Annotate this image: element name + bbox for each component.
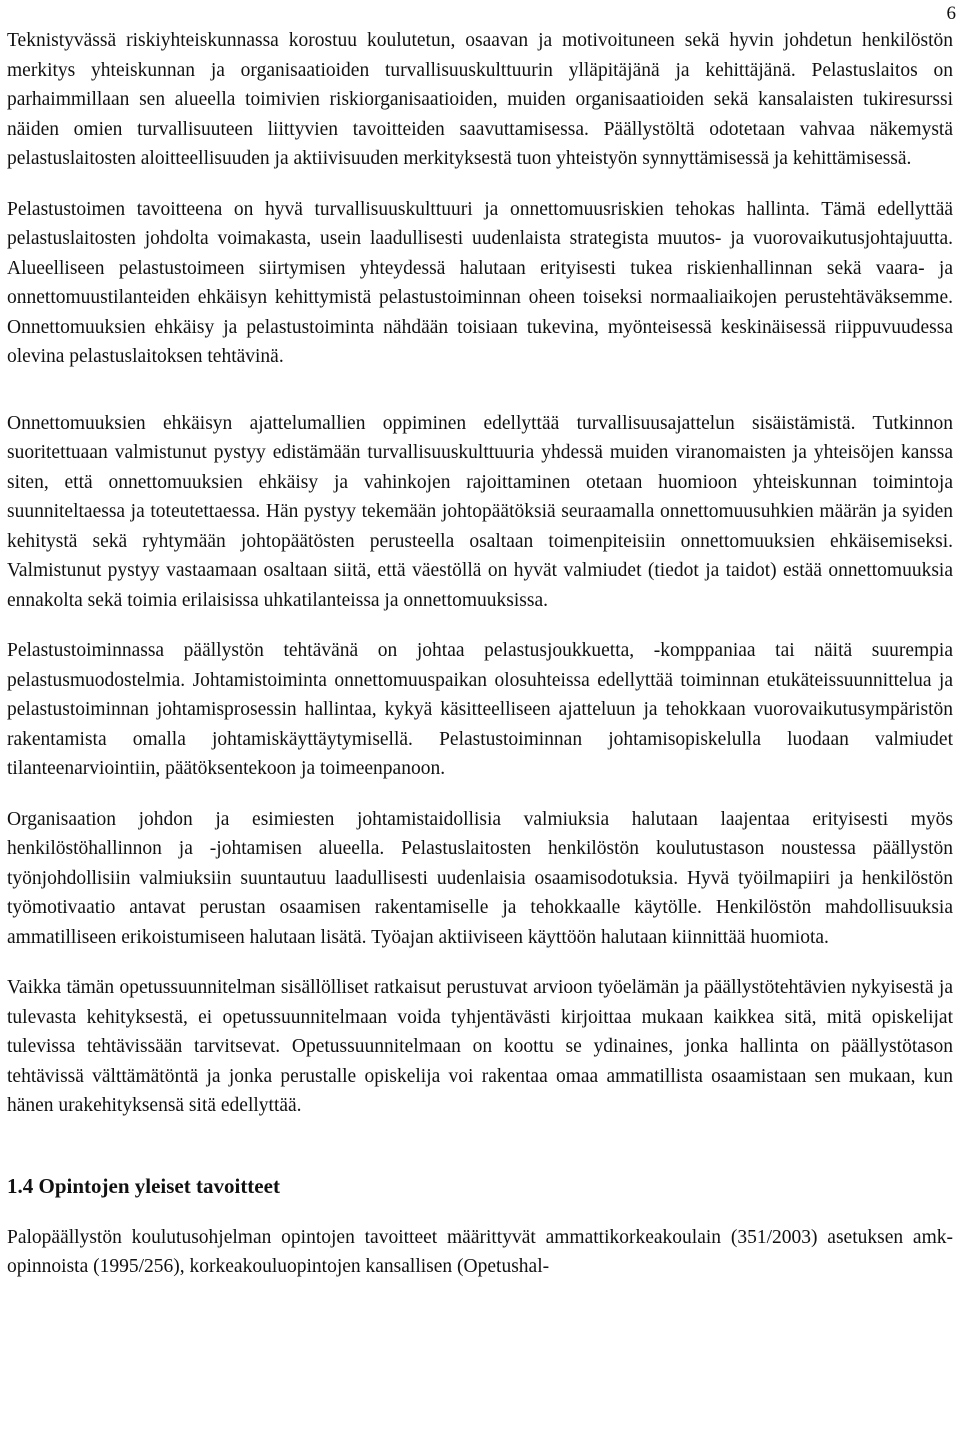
paragraph-3: Onnettomuuksien ehkäisyn ajattelumallien oppiminen edellyttää turvallisuusajattelun sisäistämistä. Tutkinnon suoritettuaan valmistunut pystyy edistämään turvallisuuskulttuuria yhdessä muiden viranomaisten ja yhteisöjen kanssa siten, että onnettomuuksien ehkäisy ja vahinkojen rajoittaminen otetaan huomioon yhteiskunnan toimintoja suunniteltaessa ja toteutettaessa. Hän pystyy tekemään johtopäätöksiä seuraamalla onnettomuusuhkien määrän ja syiden kehitystä sekä ryhtymään johtopäätösten perusteella osaltaan toimenpiteisiin onnettomuuksien ehkäisemiseksi. Valmistunut pystyy vastaamaan osaltaan siitä, että väestöllä on hyvät valmiudet (tiedot ja taidot) estää onnettomuuksia ennakolta sekä toimia erilaisissa uhkatilanteissa ja onnettomuuksissa. [7, 412, 953, 611]
paragraph-6: Vaikka tämän opetussuunnitelman sisällölliset ratkaisut perustuvat arvioon työelämän ja päällystötehtävien nykyisestä ja tulevasta kehityksestä, ei opetussuunnitelmaan voida tyhjentävästi kirjoittaa mukaan kaikkea sitä, mitä opiskelijat tulevissa tehtävissään tarvitsevat. Opetussuunnitelmaan on koottu se ydinaines, jonka hallinta on päällystötason tehtävissä välttämätöntä ja jonka perustalle opiskelija voi rakentaa omaa ammatillista osaamistaan sen mukaan, kun hänen urakehityksensä sitä edellyttää. [7, 977, 953, 1116]
paragraph-1: Teknistyvässä riskiyhteiskunnassa korostuu koulutetun, osaavan ja motivoituneen sekä hyvin johdetun henkilöstön merkitys yhteiskunnan ja organisaatioiden turvallisuuskulttuurin ylläpitäjänä ja kehittäjänä. Pelastuslaitos on parhaimmillaan sen alueella toimivien riskiorganisaatioiden, muiden organisaatioiden sekä kansalaisten tukiresurssi näiden omien turvallisuuteen liittyvien tavoitteiden saavuttamisessa. Päällystöltä odotetaan vahvaa näkemystä pelastuslaitosten aloitteellisuuden ja aktiivisuuden merkityksestä tuon yhteistyön synnyttämisessä ja kehittämisessä. [7, 30, 953, 169]
paragraph-final: Palopäällystön koulutusohjelman opintojen tavoitteet määrittyvät ammattikorkeakoulain (351/2003) asetuksen amk-opinnoista (1995/256), korkeakouluopintojen kansallisen (Opetushal- [7, 1226, 953, 1277]
paragraph-4: Pelastustoiminnassa päällystön tehtävänä on johtaa pelastusjoukkuetta, -komppaniaa tai näitä suurempia pelastusmuodostelmia. Johtamistoiminta onnettomuuspaikan olosuhteissa edellyttää toiminnan etukäteissuunnittelua ja pelastustoiminnan johtamisprosessin hallintaa, kykyä käsitteelliseen ajatteluun ja tehokkaan vuorovaikutusympäristön rakentamista omalla johtamiskäyttäytymisellä. Pelastustoiminnan johtamisopiskelulla luodaan valmiudet tilanteenarviointiin, päätöksentekoon ja toimeenpanoon. [7, 640, 953, 779]
page-number: 6 [946, 3, 956, 24]
document-body [7, 26, 953, 1282]
paragraph-5: Organisaation johdon ja esimiesten johtamistaidollisia valmiuksia halutaan laajentaa erityisesti myös henkilöstöhallinnon ja -johtamisen alueella. Pelastuslaitosten henkilöstön koulutustason noustessa päällystön työnjohdollisiin valmiuksiin suuntautuu laadullisesti uudenlaisia osaamisodotuksia. Hyvä työilmapiiri ja henkilöstön työmotivaatio antavat perustan osaamisen rakentamiselle ja tehokkaalle käytölle. Henkilöstön mahdollisuuksia ammatilliseen erikoistumiseen halutaan lisätä. Työajan aktiiviseen käyttöön halutaan kiinnittää huomiota. [7, 808, 953, 948]
paragraph-2: Pelastustoimen tavoitteena on hyvä turvallisuuskulttuuri ja onnettomuusriskien tehokas hallinta. Tämä edellyttää pelastuslaitosten johdolta voimakasta, usein laadullisesti uudenlaista strategista muutos- ja vuorovaikutusjohtajuutta. Alueelliseen pelastustoimeen siirtymisen yhteydessä halutaan erityisesti tukea riskienhallinnan sekä vaara- ja onnettomuustilanteiden ehkäisyn kehittymistä pelastustoiminnan oheen toiseksi normaaliaikojen perustehtäväksemme. Onnettomuuksien ehkäisy ja pelastustoiminta nähdään toisiaan tukevina, myönteisessä keskinäisessä riippuvuudessa olevina pelastuslaitoksen tehtävinä. [7, 198, 953, 367]
section-heading: 1.4 Opintojen yleiset tavoitteet [7, 1173, 280, 1198]
